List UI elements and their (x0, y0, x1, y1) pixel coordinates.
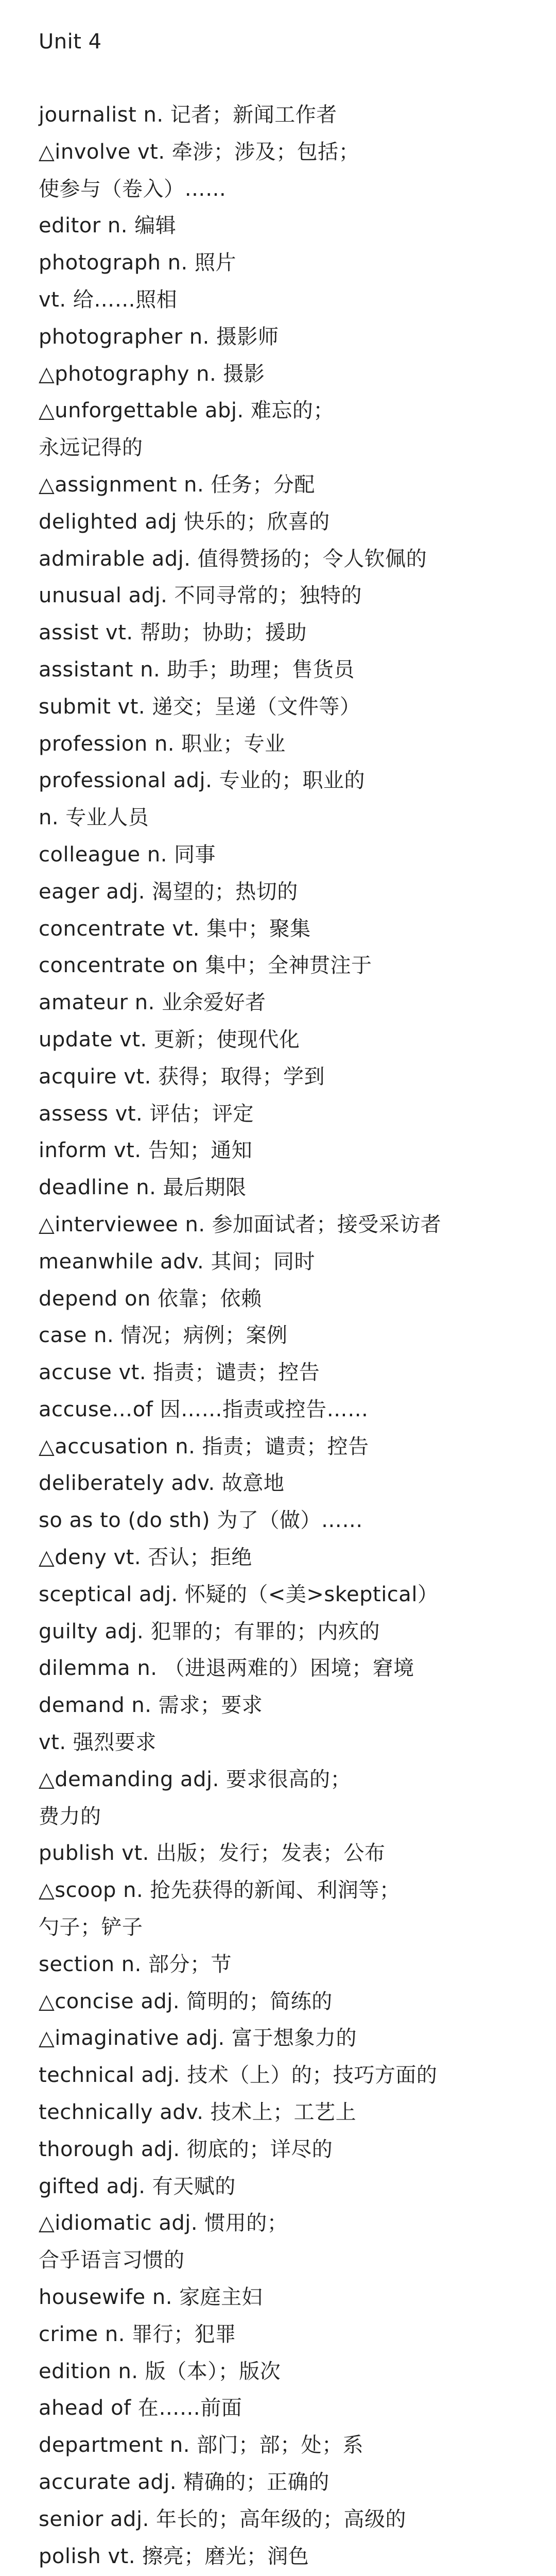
vocab-line: technical adj. 技术（上）的；技巧方面的 (39, 2063, 438, 2088)
vocab-line: assess vt. 评估；评定 (39, 1101, 254, 1126)
vocab-line: n. 专业人员 (39, 806, 149, 830)
vocab-line: section n. 部分；节 (39, 1952, 232, 1976)
vocab-line: photographer n. 摄影师 (39, 325, 279, 349)
vocab-line: 永远记得的 (39, 436, 143, 460)
vocab-line: concentrate on 集中；全神贯注于 (39, 954, 372, 978)
vocab-line: housewife n. 家庭主妇 (39, 2285, 263, 2310)
vocab-line: △demanding adj. 要求很高的； (39, 1767, 351, 1791)
vocab-line: eager adj. 渴望的；热切的 (39, 879, 298, 904)
vocab-line: thorough adj. 彻底的；详尽的 (39, 2137, 333, 2161)
vocab-line: department n. 部门；部；处；系 (39, 2433, 364, 2458)
vocab-line: publish vt. 出版；发行；发表；公布 (39, 1841, 386, 1866)
vocab-line: deliberately adv. 故意地 (39, 1471, 285, 1496)
vocab-line: editor n. 编辑 (39, 214, 177, 238)
vocab-line: △assignment n. 任务；分配 (39, 472, 315, 497)
vocab-line: accuse vt. 指责；谴责；控告 (39, 1361, 320, 1385)
vocab-line: edition n. 版（本）；版次 (39, 2359, 281, 2383)
vocab-line: 合乎语言习惯的 (39, 2248, 185, 2273)
vocab-line: deadline n. 最后期限 (39, 1176, 247, 1200)
vocab-line: assistant n. 助手；助理；售货员 (39, 657, 355, 682)
vocab-line: dilemma n. （进退两难的）困境；窘境 (39, 1656, 414, 1681)
vocab-line: profession n. 职业；专业 (39, 732, 286, 756)
vocab-line: △idiomatic adj. 惯用的； (39, 2211, 288, 2235)
vocab-line: △involve vt. 牵涉；涉及；包括； (39, 140, 360, 164)
vocab-line: accuse…of 因……指责或控告…… (39, 1397, 369, 1421)
vocab-line: depend on 依靠；依赖 (39, 1286, 262, 1311)
vocab-line: △imaginative adj. 富于想象力的 (39, 2026, 357, 2050)
vocab-line: sceptical adj. 怀疑的（<美>skeptical） (39, 1582, 439, 1606)
vocab-line: △photography n. 摄影 (39, 362, 265, 386)
vocab-line: 勺子；铲子 (39, 1916, 143, 1940)
vocab-line: so as to (do sth) 为了（做）…… (39, 1509, 363, 1533)
vocab-line: ahead of 在……前面 (39, 2396, 242, 2420)
vocab-line: assist vt. 帮助；协助；援助 (39, 621, 307, 645)
vocab-line: professional adj. 专业的；职业的 (39, 769, 366, 793)
vocab-line: senior adj. 年长的；高年级的；高级的 (39, 2507, 406, 2531)
vocab-line: guilty adj. 犯罪的；有罪的；内疚的 (39, 1619, 380, 1643)
vocab-line: submit vt. 递交；呈递（文件等） (39, 694, 361, 719)
vocab-line: 使参与（卷入）…… (39, 177, 227, 201)
vocab-line: inform vt. 告知；通知 (39, 1139, 253, 1163)
vocab-line: case n. 情况；病例；案例 (39, 1324, 288, 1348)
vocab-line: △scoop n. 抢先获得的新闻、利润等； (39, 1878, 401, 1903)
unit-title: Unit 4 (39, 30, 102, 54)
vocab-line: △interviewee n. 参加面试者；接受采访者 (39, 1212, 442, 1236)
vocab-line: colleague n. 同事 (39, 842, 216, 867)
vocab-line: polish vt. 擦亮；磨光；润色 (39, 2544, 309, 2568)
vocabulary-list (39, 97, 548, 2576)
vocab-line: vt. 强烈要求 (39, 1731, 157, 1755)
vocab-line: admirable adj. 值得赞扬的；令人钦佩的 (39, 547, 427, 571)
vocab-line: △accusation n. 指责；谴责；控告 (39, 1434, 369, 1459)
vocab-line: unusual adj. 不同寻常的；独特的 (39, 584, 362, 608)
vocab-line: update vt. 更新；使现代化 (39, 1027, 300, 1052)
vocab-line: △unforgettable abj. 难忘的； (39, 399, 334, 423)
vocab-line: amateur n. 业余爱好者 (39, 991, 266, 1015)
vocab-line: acquire vt. 获得；取得；学到 (39, 1064, 325, 1089)
vocab-line: 费力的 (39, 1804, 101, 1828)
title-spacer (39, 60, 548, 97)
vocab-line: △concise adj. 简明的；简练的 (39, 1989, 333, 2013)
vocab-line: △deny vt. 否认；拒绝 (39, 1546, 252, 1570)
vocab-line: photograph n. 照片 (39, 251, 236, 275)
vocab-line: technically adv. 技术上；工艺上 (39, 2100, 357, 2125)
vocab-line: concentrate vt. 集中；聚集 (39, 917, 311, 941)
vocabulary-document (39, 23, 548, 2576)
vocab-line: crime n. 罪行；犯罪 (39, 2322, 236, 2346)
vocab-line: gifted adj. 有天赋的 (39, 2174, 236, 2198)
vocab-line: vt. 给……照相 (39, 287, 178, 312)
vocab-line: delighted adj 快乐的；欣喜的 (39, 510, 330, 534)
vocab-line: accurate adj. 精确的；正确的 (39, 2470, 329, 2494)
vocab-line: meanwhile adv. 其间；同时 (39, 1249, 315, 1274)
vocab-line: demand n. 需求；要求 (39, 1693, 263, 1718)
vocab-line: journalist n. 记者；新闻工作者 (39, 103, 337, 127)
